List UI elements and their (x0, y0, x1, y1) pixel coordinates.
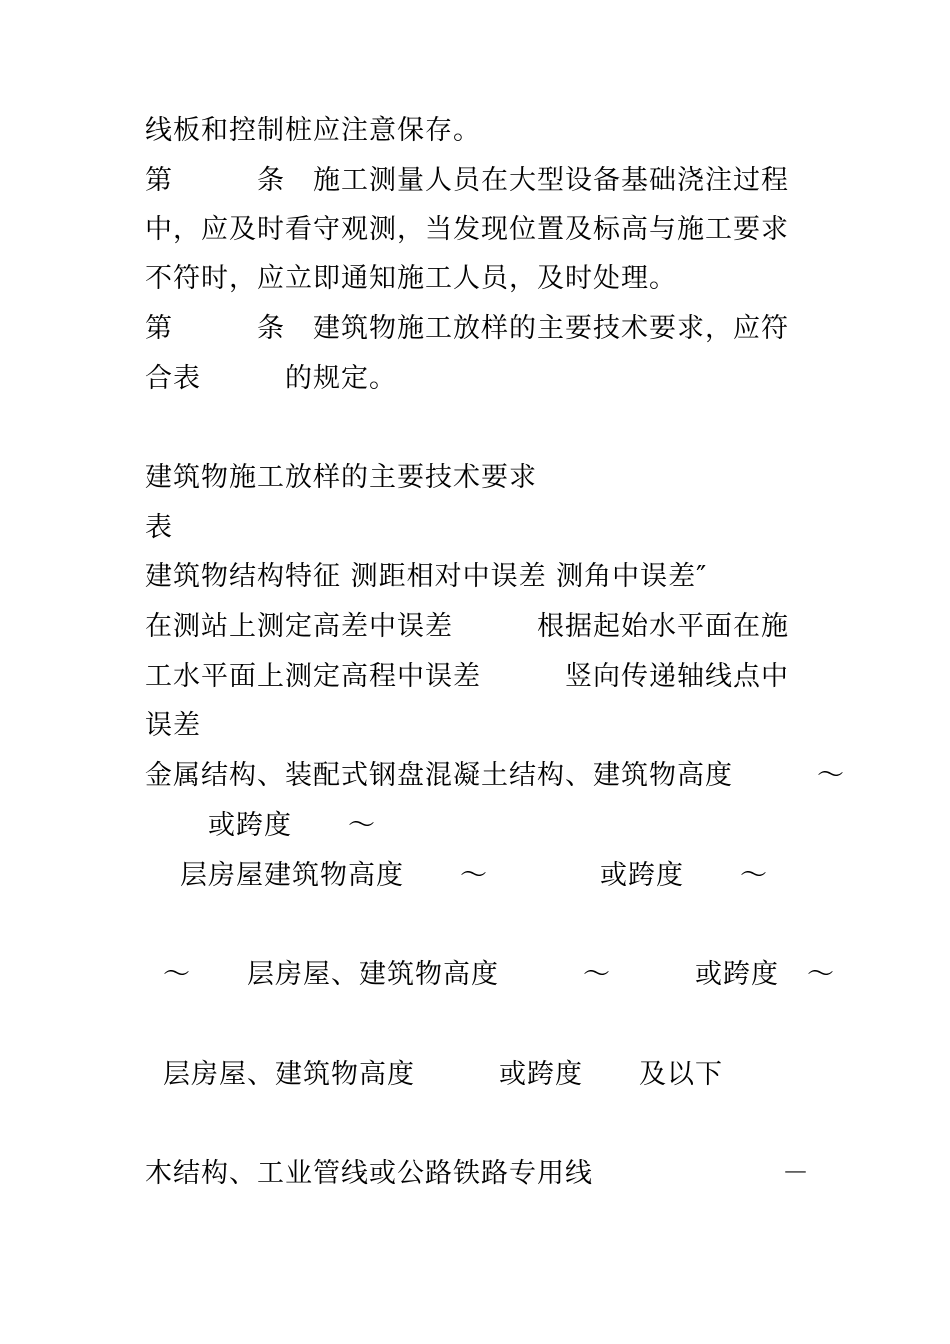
table-header-line-2: 在测站上测定高差中误差 根据起始水平面在施 (145, 611, 789, 642)
table-row-4: 层房屋、建筑物高度 或跨度 及以下 (163, 1059, 723, 1090)
paragraph-line-2: 第 条 施工测量人员在大型设备基础浇注过程 (145, 165, 789, 196)
paragraph-line-4: 不符时，应立即通知施工人员，及时处理。 (145, 263, 677, 294)
table-row-5: 木结构、工业管线或公路铁路专用线 (145, 1158, 593, 1189)
table-row-1-line-1: 金属结构、装配式钢盘混凝土结构、建筑物高度 ～ (145, 760, 845, 791)
table-header-line-3: 工水平面上测定高程中误差 竖向传递轴线点中 (145, 661, 789, 692)
table-row-5-value: － (782, 1158, 810, 1189)
paragraph-line-5: 第 条 建筑物施工放样的主要技术要求，应符 (145, 313, 789, 344)
table-title: 建筑物施工放样的主要技术要求 (145, 462, 537, 493)
table-row-3: ～ 层房屋、建筑物高度 ～ 或跨度 ～ (163, 959, 835, 990)
paragraph-line-6: 合表 的规定。 (145, 363, 397, 394)
table-row-1-line-2: 或跨度 ～ (208, 810, 376, 841)
paragraph-line-3: 中，应及时看守观测，当发现位置及标高与施工要求 (145, 214, 789, 245)
table-header-line-4: 误差 (145, 710, 201, 741)
table-row-2: 层房屋建筑物高度 ～ 或跨度 ～ (180, 860, 768, 891)
paragraph-line-1: 线板和控制桩应注意保存。 (145, 115, 481, 146)
table-header-line-1: 建筑物结构特征 测距相对中误差 测角中误差″ (145, 561, 708, 592)
table-label: 表 (145, 512, 173, 543)
